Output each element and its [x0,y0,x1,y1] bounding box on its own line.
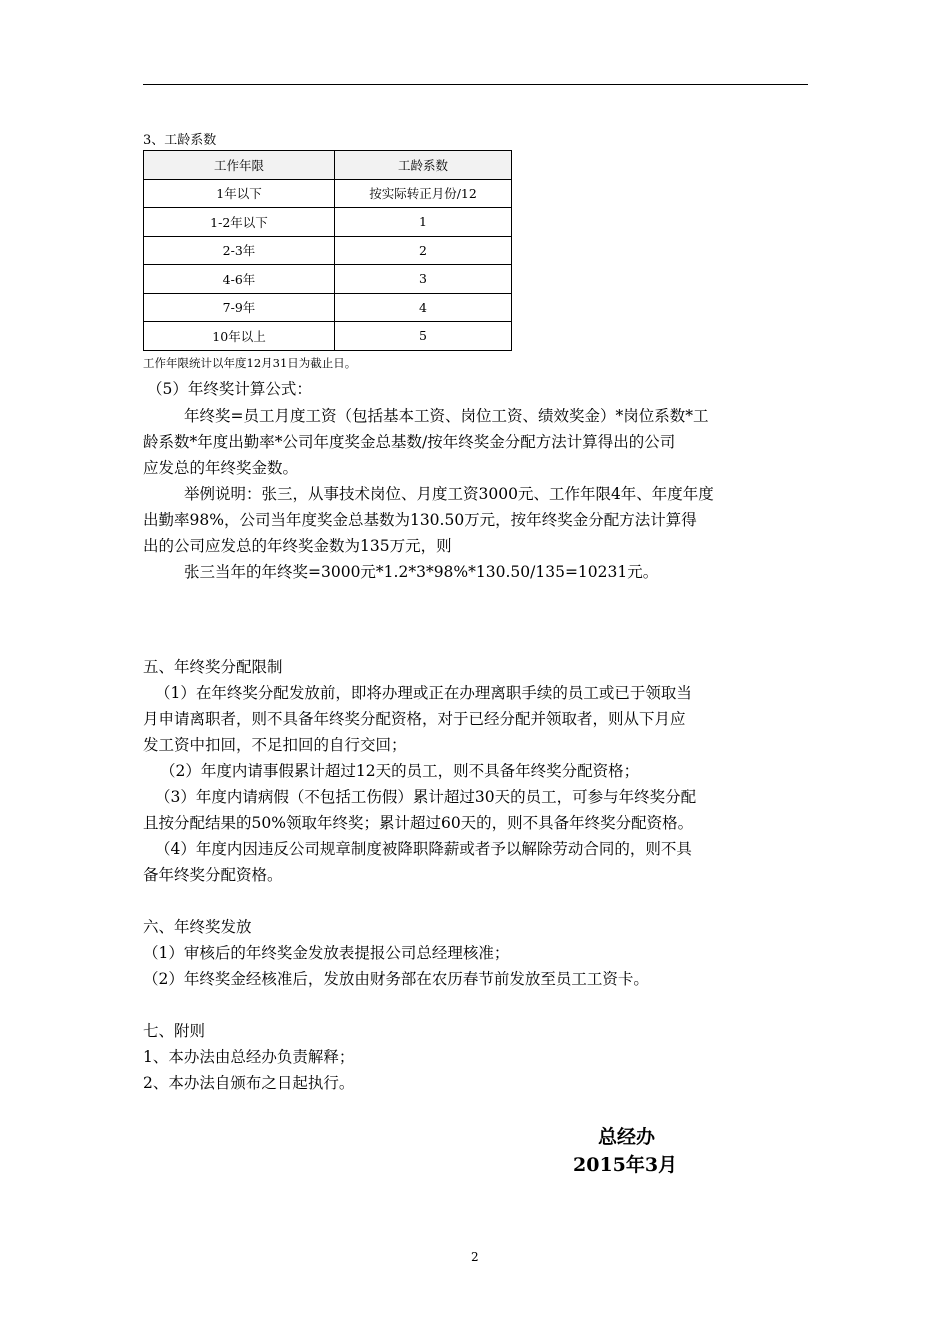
table-row [144,179,512,208]
table-row [144,265,512,294]
formula-title: （5）年终奖计算公式： [147,380,312,398]
cell-years: 1-2年以下 [144,208,335,237]
section5-line: （2）年度内请事假累计超过12天的员工，则不具备年终奖分配资格； [160,762,640,780]
section6-title: 六、年终奖发放 [143,918,252,936]
section5-title: 五、年终奖分配限制 [143,658,283,676]
header-rule [143,84,808,85]
cell-years: 2-3年 [144,236,335,265]
formula-line: 龄系数*年度出勤率*公司年度奖金总基数/按年终奖金分配方法计算得出的公司 [143,433,676,451]
seniority-coefficient-table [143,150,512,351]
cell-years: 7-9年 [144,293,335,322]
example-line: 出的公司应发总的年终奖金数为135万元，则 [143,537,452,555]
section7-title: 七、附则 [143,1022,206,1040]
header-coefficient: 工龄系数 [335,151,512,180]
page-number: 2 [471,1250,479,1264]
example-result: 张三当年的年终奖=3000元*1.2*3*98%*130.50/135=10231元。 [184,563,659,581]
cell-coefficient: 5 [335,322,512,351]
section5-line: （3）年度内请病假（不包括工伤假）累计超过30天的员工，可参与年终奖分配 [155,788,697,806]
section5-line: （1）在年终奖分配发放前，即将办理或正在办理离职手续的员工或已于领取当 [155,684,692,702]
table-row [144,322,512,351]
cell-years: 10年以上 [144,322,335,351]
section6-line: （1）审核后的年终奖金发放表提报公司总经理核准； [143,944,510,962]
cell-years: 1年以下 [144,179,335,208]
section7-line: 2、本办法自颁布之日起执行。 [143,1074,355,1092]
cell-coefficient: 3 [335,265,512,294]
formula-line: 应发总的年终奖金数。 [143,459,299,477]
formula-line: 年终奖=员工月度工资（包括基本工资、岗位工资、绩效奖金）*岗位系数*工 [184,407,709,425]
table-note: 工作年限统计以年度12月31日为截止日。 [143,356,357,370]
section6-line: （2）年终奖金经核准后，发放由财务部在农历春节前发放至员工工资卡。 [143,970,649,988]
section5-line: 月申请离职者，则不具备年终奖分配资格，对于已经分配并领取者，则从下月应 [143,710,686,728]
section5-line: （4）年度内因违反公司规章制度被降职降薪或者予以解除劳动合同的，则不具 [155,840,692,858]
table-row [144,208,512,237]
section5-line: 且按分配结果的50%领取年终奖；累计超过60天的，则不具备年终奖分配资格。 [143,814,694,832]
cell-coefficient: 按实际转正月份/12 [335,179,512,208]
signature-dept: 总经办 [598,1126,656,1148]
section3-title: 3、工龄系数 [143,133,217,148]
table-row [144,236,512,265]
header-years: 工作年限 [144,151,335,180]
signature-date: 2015年3月 [573,1154,678,1176]
example-line: 出勤率98%，公司当年度奖金总基数为130.50万元，按年终奖金分配方法计算得 [143,511,697,529]
table-header-row [144,151,512,180]
example-line: 举例说明：张三，从事技术岗位、月度工资3000元、工作年限4年、年度年度 [184,485,714,503]
section5-line: 发工资中扣回，不足扣回的自行交回； [143,736,407,754]
section7-line: 1、本办法由总经办负责解释； [143,1048,355,1066]
cell-coefficient: 4 [335,293,512,322]
cell-coefficient: 2 [335,236,512,265]
section5-line: 备年终奖分配资格。 [143,866,283,884]
cell-years: 4-6年 [144,265,335,294]
table-row [144,293,512,322]
cell-coefficient: 1 [335,208,512,237]
